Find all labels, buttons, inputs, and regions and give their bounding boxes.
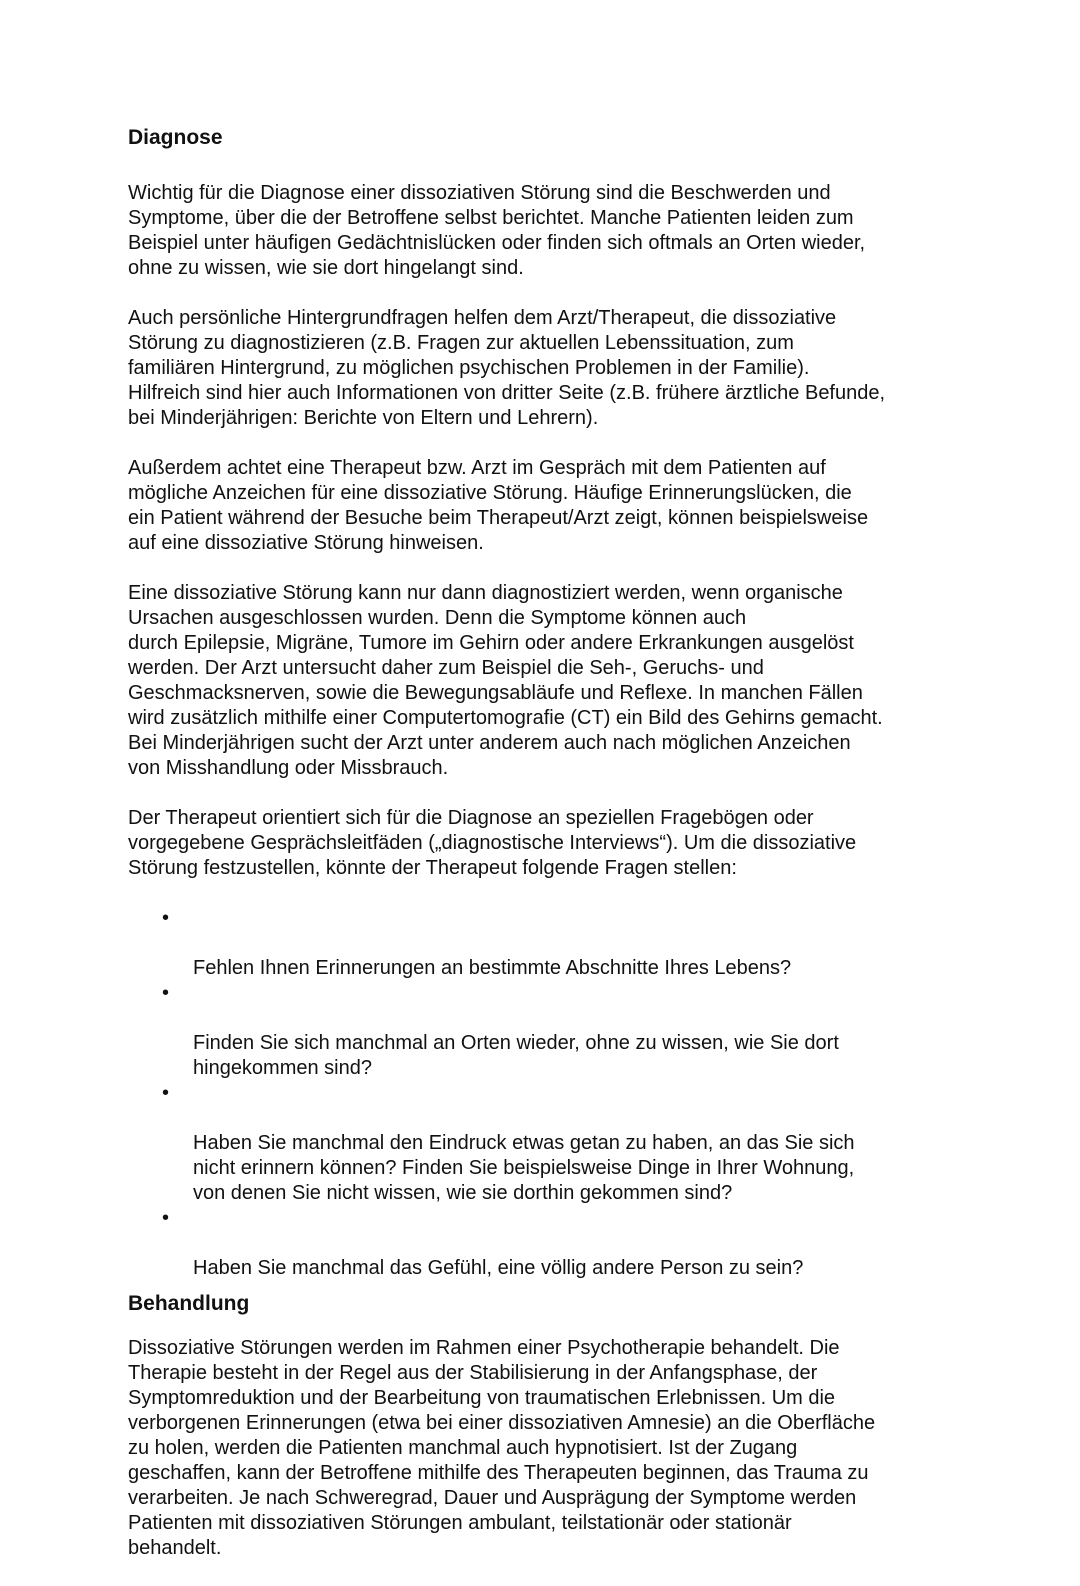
list-item-text: Haben Sie manchmal den Eindruck etwas getan zu haben, an das Sie sich nicht erinnern können? Finden Sie beispielsweise Dinge in Ihrer Wohnung, von denen Sie nicht wissen, wie sie dorthin gekommen sind? xyxy=(193,1132,855,1204)
paragraph-behandlung-1: Dissoziative Störungen werden im Rahmen einer Psychotherapie behandelt. Die Therapie besteht in der Regel aus der Stabilisierung in der Anfangsphase, der Symptomreduktion und der Bearbeitung von traumatischen Erlebnissen. Um die verborgenen Erinnerungen (etwa bei einer dissoziativen Amnesie) an die Oberfläche zu holen, werden die Patienten manchmal auch hypnotisiert. Ist der Zugang geschaffen, kann der Betroffene mithilfe des Therapeuten beginnen, das Trauma zu verarbeiten. Je nach Schweregrad, Dauer und Ausprägung der Symptome werden Patienten mit dissoziativen Störungen ambulant, teilstationär oder stationär behandelt. xyxy=(128,1337,876,1559)
list-item xyxy=(162,1206,968,1281)
question-list xyxy=(128,906,968,1281)
bullet-icon: • xyxy=(162,1207,170,1229)
section-heading-behandlung: Behandlung xyxy=(128,1292,250,1315)
section-heading-diagnose: Diagnose xyxy=(128,126,223,149)
document-page xyxy=(128,124,968,1586)
list-item xyxy=(162,1081,968,1206)
paragraph-diagnose-3: Außerdem achtet eine Therapeut bzw. Arzt im Gespräch mit dem Patienten auf mögliche Anzeichen für eine dissoziative Störung. Häufige Erinnerungslücken, die ein Patient während der Besuche beim Therapeut/Arzt zeigt, können beispielsweise auf eine dissoziative Störung hinweisen. xyxy=(128,457,869,554)
list-item-text: Finden Sie sich manchmal an Orten wieder, ohne zu wissen, wie Sie dort hingekommen sind? xyxy=(193,1032,839,1079)
bullet-icon: • xyxy=(162,1082,170,1104)
list-item xyxy=(162,981,968,1081)
bullet-icon: • xyxy=(162,907,170,929)
list-item-text: Fehlen Ihnen Erinnerungen an bestimmte Abschnitte Ihres Lebens? xyxy=(193,957,792,979)
bullet-icon: • xyxy=(162,982,170,1004)
paragraph-diagnose-1: Wichtig für die Diagnose einer dissoziativen Störung sind die Beschwerden und Symptome, über die der Betroffene selbst berichtet. Manche Patienten leiden zum Beispiel unter häufigen Gedächtnislücken oder finden sich oftmals an Orten wieder, ohne zu wissen, wie sie dort hingelangt sind. xyxy=(128,182,866,279)
list-item xyxy=(162,906,968,981)
paragraph-diagnose-2: Auch persönliche Hintergrundfragen helfen dem Arzt/Therapeut, die dissoziative Störung zu diagnostizieren (z.B. Fragen zur aktuellen Lebenssituation, zum familiären Hintergrund, zu möglichen psychischen Problemen in der Familie). Hilfreich sind hier auch Informationen von dritter Seite (z.B. frühere ärztliche Befunde, bei Minderjährigen: Berichte von Eltern und Lehrern). xyxy=(128,307,886,429)
paragraph-diagnose-5: Der Therapeut orientiert sich für die Diagnose an speziellen Fragebögen oder vorgegebene Gesprächsleitfäden („diagnostische Interviews“). Um die dissoziative Störung festzustellen, könnte der Therapeut folgende Fragen stellen: xyxy=(128,807,857,879)
list-item-text: Haben Sie manchmal das Gefühl, eine völlig andere Person zu sein? xyxy=(193,1257,804,1279)
paragraph-diagnose-4: Eine dissoziative Störung kann nur dann diagnostiziert werden, wenn organische Ursachen ausgeschlossen wurden. Denn die Symptome können auch durch Epilepsie, Migräne, Tumore im Gehirn oder andere Erkrankungen ausgelöst werden. Der Arzt untersucht daher zum Beispiel die Seh-, Geruchs- und Geschmacksnerven, sowie die Bewegungsabläufe und Reflexe. In manchen Fällen wird zusätzlich mithilfe einer Computertomografie (CT) ein Bild des Gehirns gemacht. Bei Minderjährigen sucht der Arzt unter anderem auch nach möglichen Anzeichen von Misshandlung oder Missbrauch. xyxy=(128,582,883,779)
